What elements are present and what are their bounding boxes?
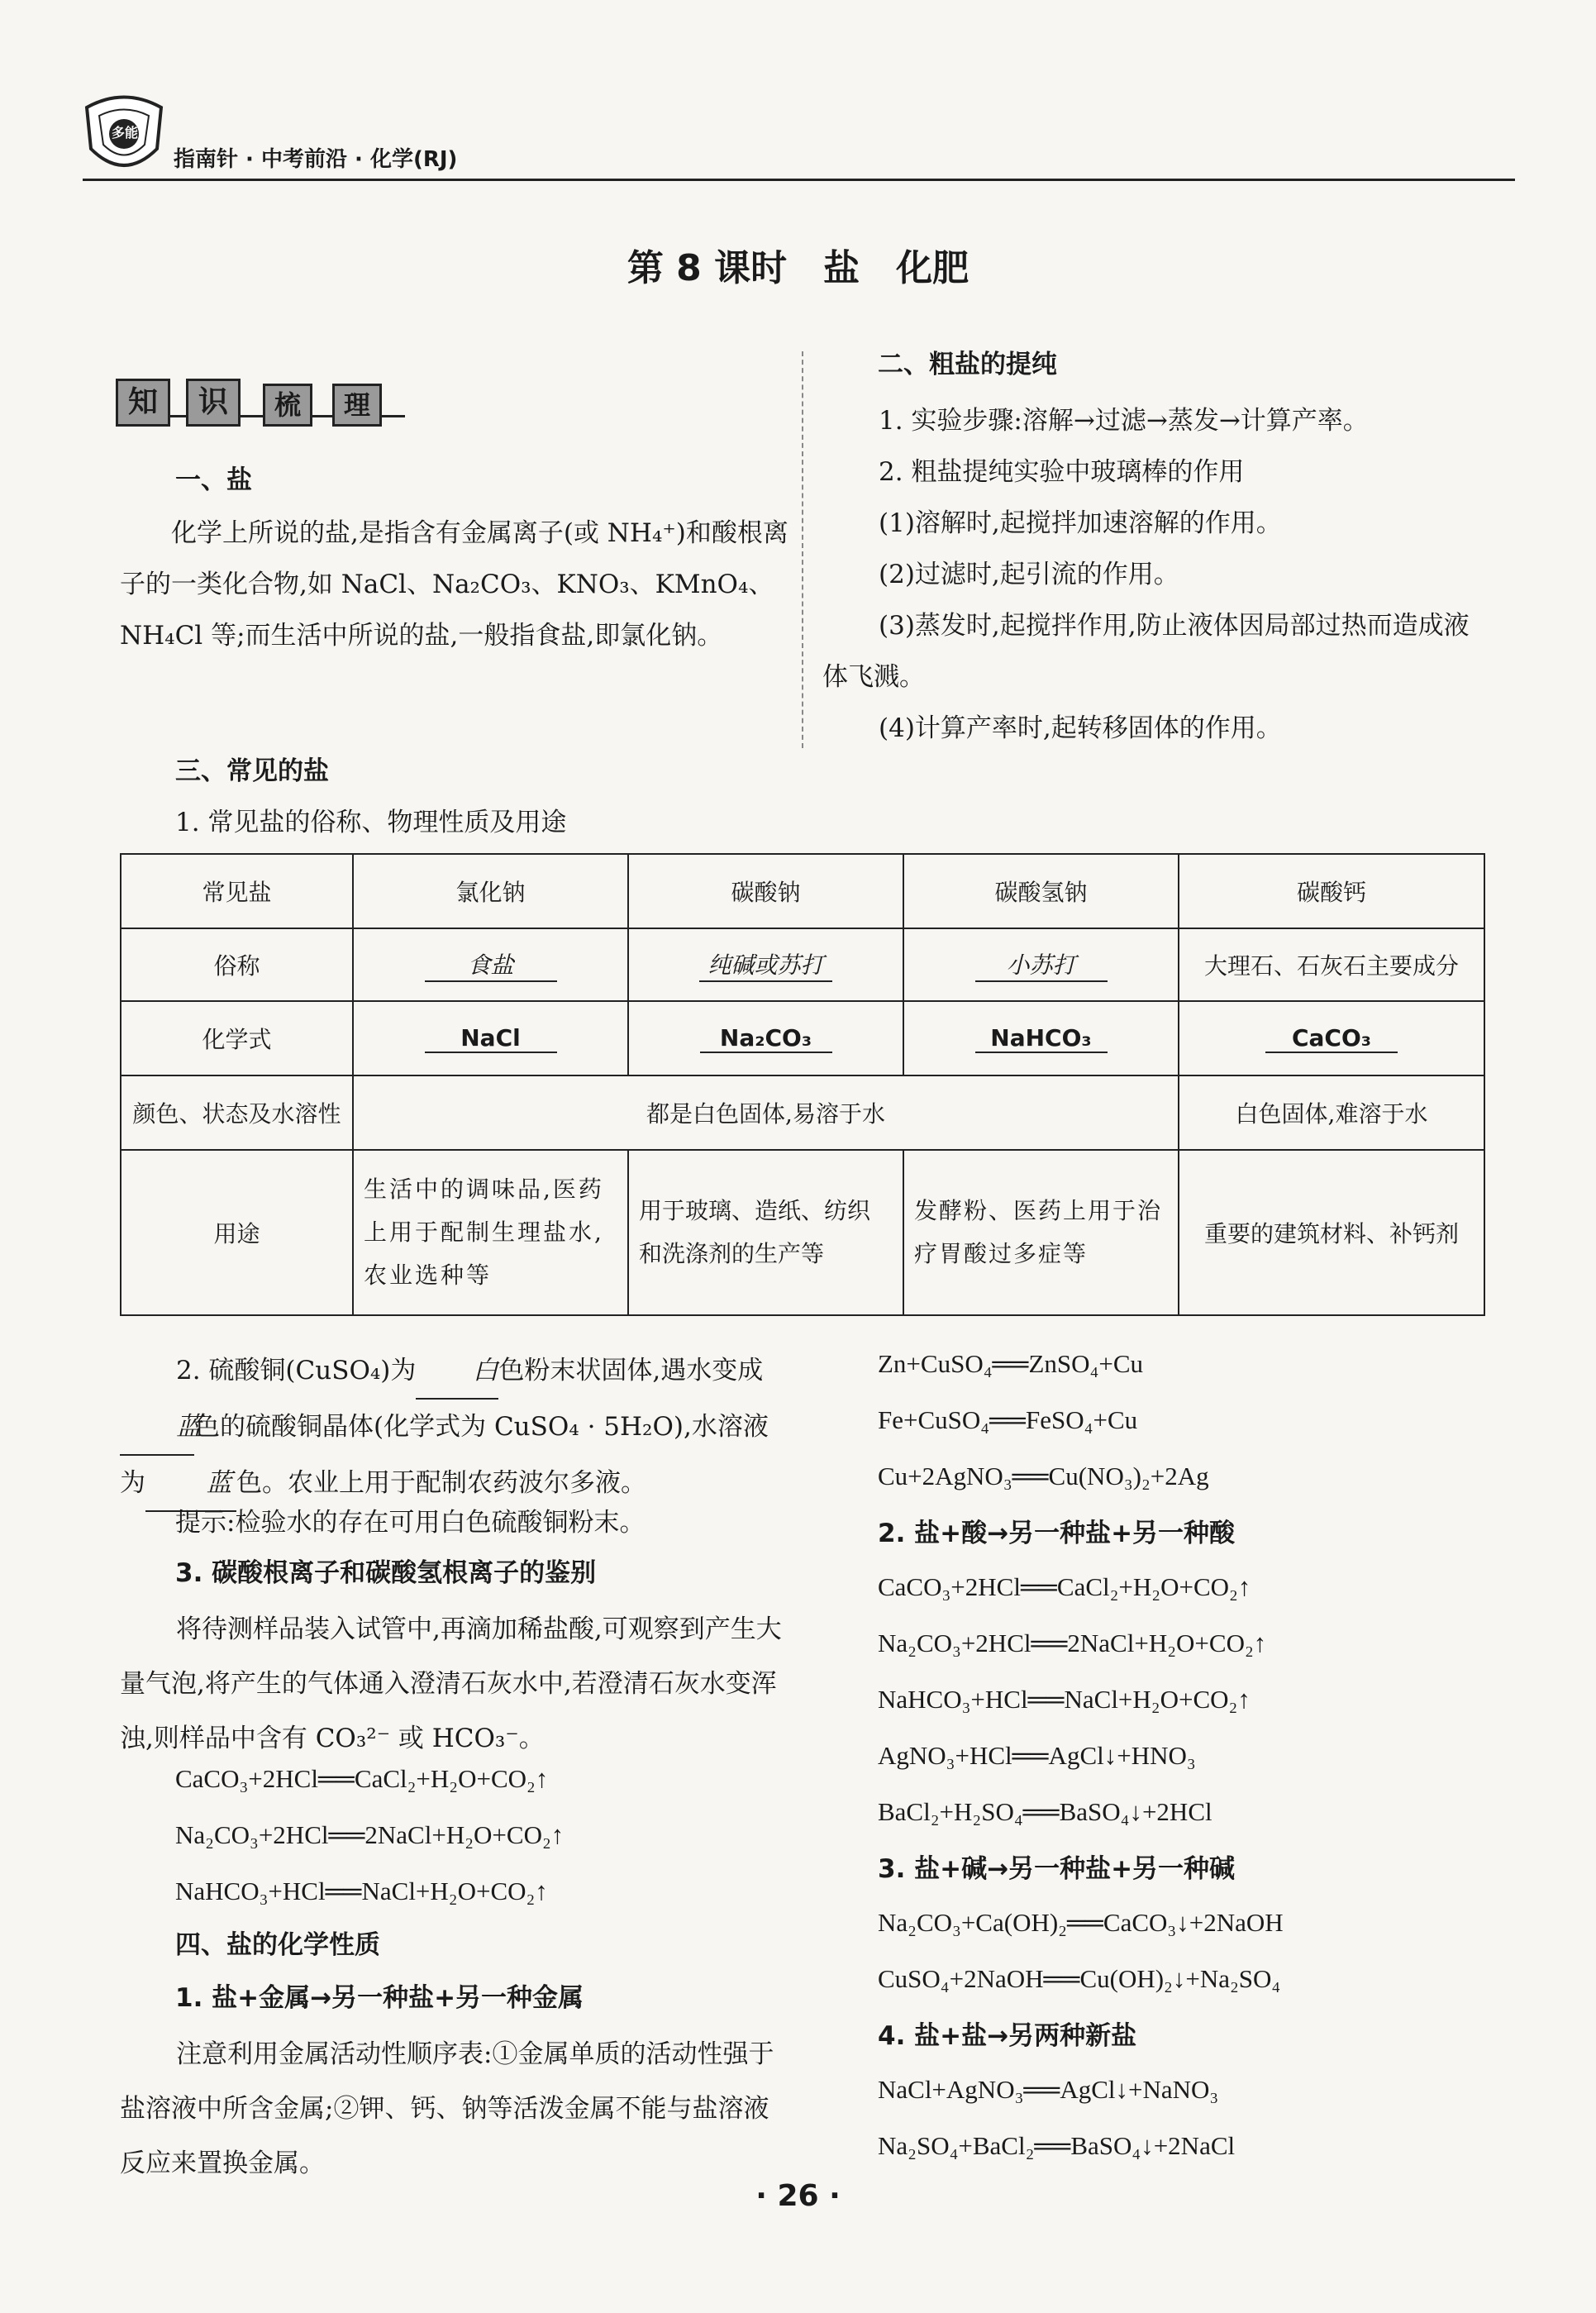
equation: Na₂SO₄+BaCl₂══BaSO₄↓+2NaCl — [878, 2131, 1236, 2160]
table-cell — [353, 1001, 628, 1075]
equation: Na₂CO₃+2HCl══2NaCl+H₂O+CO₂↑ — [878, 1629, 1267, 1657]
table-cell: 发酵粉、医药上用于治疗胃酸过多症等 — [903, 1150, 1179, 1315]
knowledge-badge — [116, 379, 413, 428]
subheading: 3. 碳酸根离子和碳酸氢根离子的鉴别 — [175, 1558, 597, 1588]
section-heading: 二、粗盐的提纯 — [878, 350, 1057, 379]
list-item: (1)溶解时,起搅拌加速溶解的作用。 — [879, 508, 1282, 538]
table-cell — [903, 1001, 1179, 1075]
table-header: 常见盐 — [121, 854, 353, 928]
row-label: 用途 — [121, 1150, 353, 1315]
column-divider — [802, 351, 803, 748]
equation: NaCl+AgNO₃══AgCl↓+NaNO₃ — [878, 2075, 1219, 2104]
table-cell — [628, 1001, 903, 1075]
table-cell — [903, 928, 1179, 1001]
list-item: 1. 实验步骤:溶解→过滤→蒸发→计算产率。 — [879, 406, 1369, 436]
subheading: 2. 盐+酸→另一种盐+另一种酸 — [878, 1519, 1236, 1548]
answer-blank: 蓝 — [120, 1400, 194, 1456]
table-cell — [1179, 1001, 1484, 1075]
cuso4-paragraph — [120, 1343, 789, 1512]
equation: NaHCO₃+HCl══NaCl+H₂O+CO₂↑ — [878, 1685, 1251, 1714]
table-cell: 大理石、石灰石主要成分 — [1179, 928, 1484, 1001]
list-item: 2. 粗盐提纯实验中玻璃棒的作用 — [879, 457, 1245, 487]
equation: CaCO₃+2HCl══CaCl₂+H₂O+CO₂↑ — [878, 1572, 1251, 1601]
series-title: 指南针 · 中考前沿 · 化学(RJ) — [174, 147, 458, 172]
logo-text: 多能 — [112, 125, 139, 141]
header-rule — [83, 179, 1515, 181]
row-label: 颜色、状态及水溶性 — [121, 1075, 353, 1150]
table-cell: 用于玻璃、造纸、纺织和洗涤剂的生产等 — [628, 1150, 903, 1315]
equation: Na₂CO₃+2HCl══2NaCl+H₂O+CO₂↑ — [175, 1820, 565, 1849]
table-header: 氯化钠 — [353, 854, 628, 928]
table-cell: 生活中的调味品,医药上用于配制生理盐水,农业选种等 — [353, 1150, 628, 1315]
equation: Fe+CuSO₄══FeSO₄+Cu — [878, 1405, 1138, 1434]
formula-text: CaCO₃ — [1265, 1024, 1398, 1053]
text: 色。农业上用于配制农药波尔多液。 — [236, 1468, 646, 1498]
section-list — [822, 395, 1492, 754]
text: 2. 硫酸铜(CuSO₄)为 — [176, 1356, 417, 1385]
table-header: 碳酸钙 — [1179, 854, 1484, 928]
table-cell — [353, 928, 628, 1001]
section-paragraph: 化学上所说的盐,是指含有金属离子(或 NH₄⁺)和酸根离子的一类化合物,如 NaCl、Na₂CO₃、KNO₃、KMnO₄、NH₄Cl 等;而生活中所说的盐,一般指食盐,即氯化钠。 — [120, 518, 788, 651]
section-heading: 一、盐 — [175, 465, 252, 495]
table-cell — [628, 928, 903, 1001]
answer-text: 食盐 — [425, 947, 557, 982]
answer-blank: 蓝 — [145, 1456, 236, 1512]
equation: CaCO₃+2HCl══CaCl₂+H₂O+CO₂↑ — [175, 1764, 549, 1793]
list-item: (3)蒸发时,起搅拌作用,防止液体因局部过热而造成液体飞溅。 — [822, 611, 1470, 692]
equation: BaCl₂+H₂SO₄══BaSO₄↓+2HCl — [878, 1797, 1212, 1826]
table-cell: 都是白色固体,易溶于水 — [353, 1075, 1179, 1150]
equation: Na₂CO₃+Ca(OH)₂══CaCO₃↓+2NaOH — [878, 1908, 1284, 1937]
badge-char: 理 — [332, 384, 382, 427]
subheading: 1. 常见盐的俗称、物理性质及用途 — [175, 808, 567, 837]
row-label: 俗称 — [121, 928, 353, 1001]
formula-text: NaCl — [425, 1024, 557, 1053]
subheading: 1. 盐+金属→另一种盐+另一种金属 — [175, 1983, 584, 2013]
hint-text: 提示:检验水的存在可用白色硫酸铜粉末。 — [175, 1508, 646, 1538]
table-header: 碳酸氢钠 — [903, 854, 1179, 928]
row-label: 化学式 — [121, 1001, 353, 1075]
logo — [79, 91, 169, 182]
answer-blank: 白 — [416, 1343, 498, 1400]
text: 色的硫酸铜晶体(化学式为 CuSO₄ · 5H₂O),水溶液为 — [120, 1412, 769, 1498]
section-paragraph: 将待测样品装入试管中,再滴加稀盐酸,可观察到产生大量气泡,将产生的气体通入澄清石灰水中,若澄清石灰水变浑浊,则样品中含有 CO₃²⁻ 或 HCO₃⁻。 — [120, 1614, 782, 1753]
table-cell: 白色固体,难溶于水 — [1179, 1075, 1484, 1150]
equation: NaHCO₃+HCl══NaCl+H₂O+CO₂↑ — [175, 1877, 548, 1905]
subheading: 3. 盐+碱→另一种盐+另一种碱 — [878, 1854, 1236, 1884]
formula-text: Na₂CO₃ — [700, 1024, 832, 1053]
badge-char: 识 — [186, 379, 241, 427]
section-paragraph: 注意利用金属活动性顺序表:①金属单质的活动性强于盐溶液中所含金属;②钾、钙、钠等活泼金属不能与盐溶液反应来置换金属。 — [120, 2039, 774, 2178]
badge-char: 梳 — [263, 384, 312, 427]
equation: Zn+CuSO₄══ZnSO₄+Cu — [878, 1349, 1143, 1378]
table-header: 碳酸钠 — [628, 854, 903, 928]
formula-text: NaHCO₃ — [975, 1024, 1108, 1053]
text: 色粉末状固体,遇水变成 — [498, 1356, 764, 1385]
section-heading: 三、常见的盐 — [175, 756, 329, 786]
equation: AgNO₃+HCl══AgCl↓+HNO₃ — [878, 1741, 1196, 1770]
section-heading: 四、盐的化学性质 — [175, 1930, 380, 1960]
equation: Cu+2AgNO₃══Cu(NO₃)₂+2Ag — [878, 1462, 1209, 1490]
answer-text: 纯碱或苏打 — [699, 947, 831, 982]
page-number: · 26 · — [755, 2179, 841, 2213]
table-cell: 重要的建筑材料、补钙剂 — [1179, 1150, 1484, 1315]
salt-table — [120, 853, 1485, 1316]
badge-char: 知 — [116, 379, 170, 427]
page-title: 第 8 课时 盐 化肥 — [626, 247, 970, 289]
answer-text: 小苏打 — [975, 947, 1108, 982]
list-item: (4)计算产率时,起转移固体的作用。 — [879, 713, 1282, 743]
equation: CuSO₄+2NaOH══Cu(OH)₂↓+Na₂SO₄ — [878, 1964, 1281, 1993]
list-item: (2)过滤时,起引流的作用。 — [879, 560, 1179, 589]
subheading: 4. 盐+盐→另两种新盐 — [878, 2021, 1137, 2051]
